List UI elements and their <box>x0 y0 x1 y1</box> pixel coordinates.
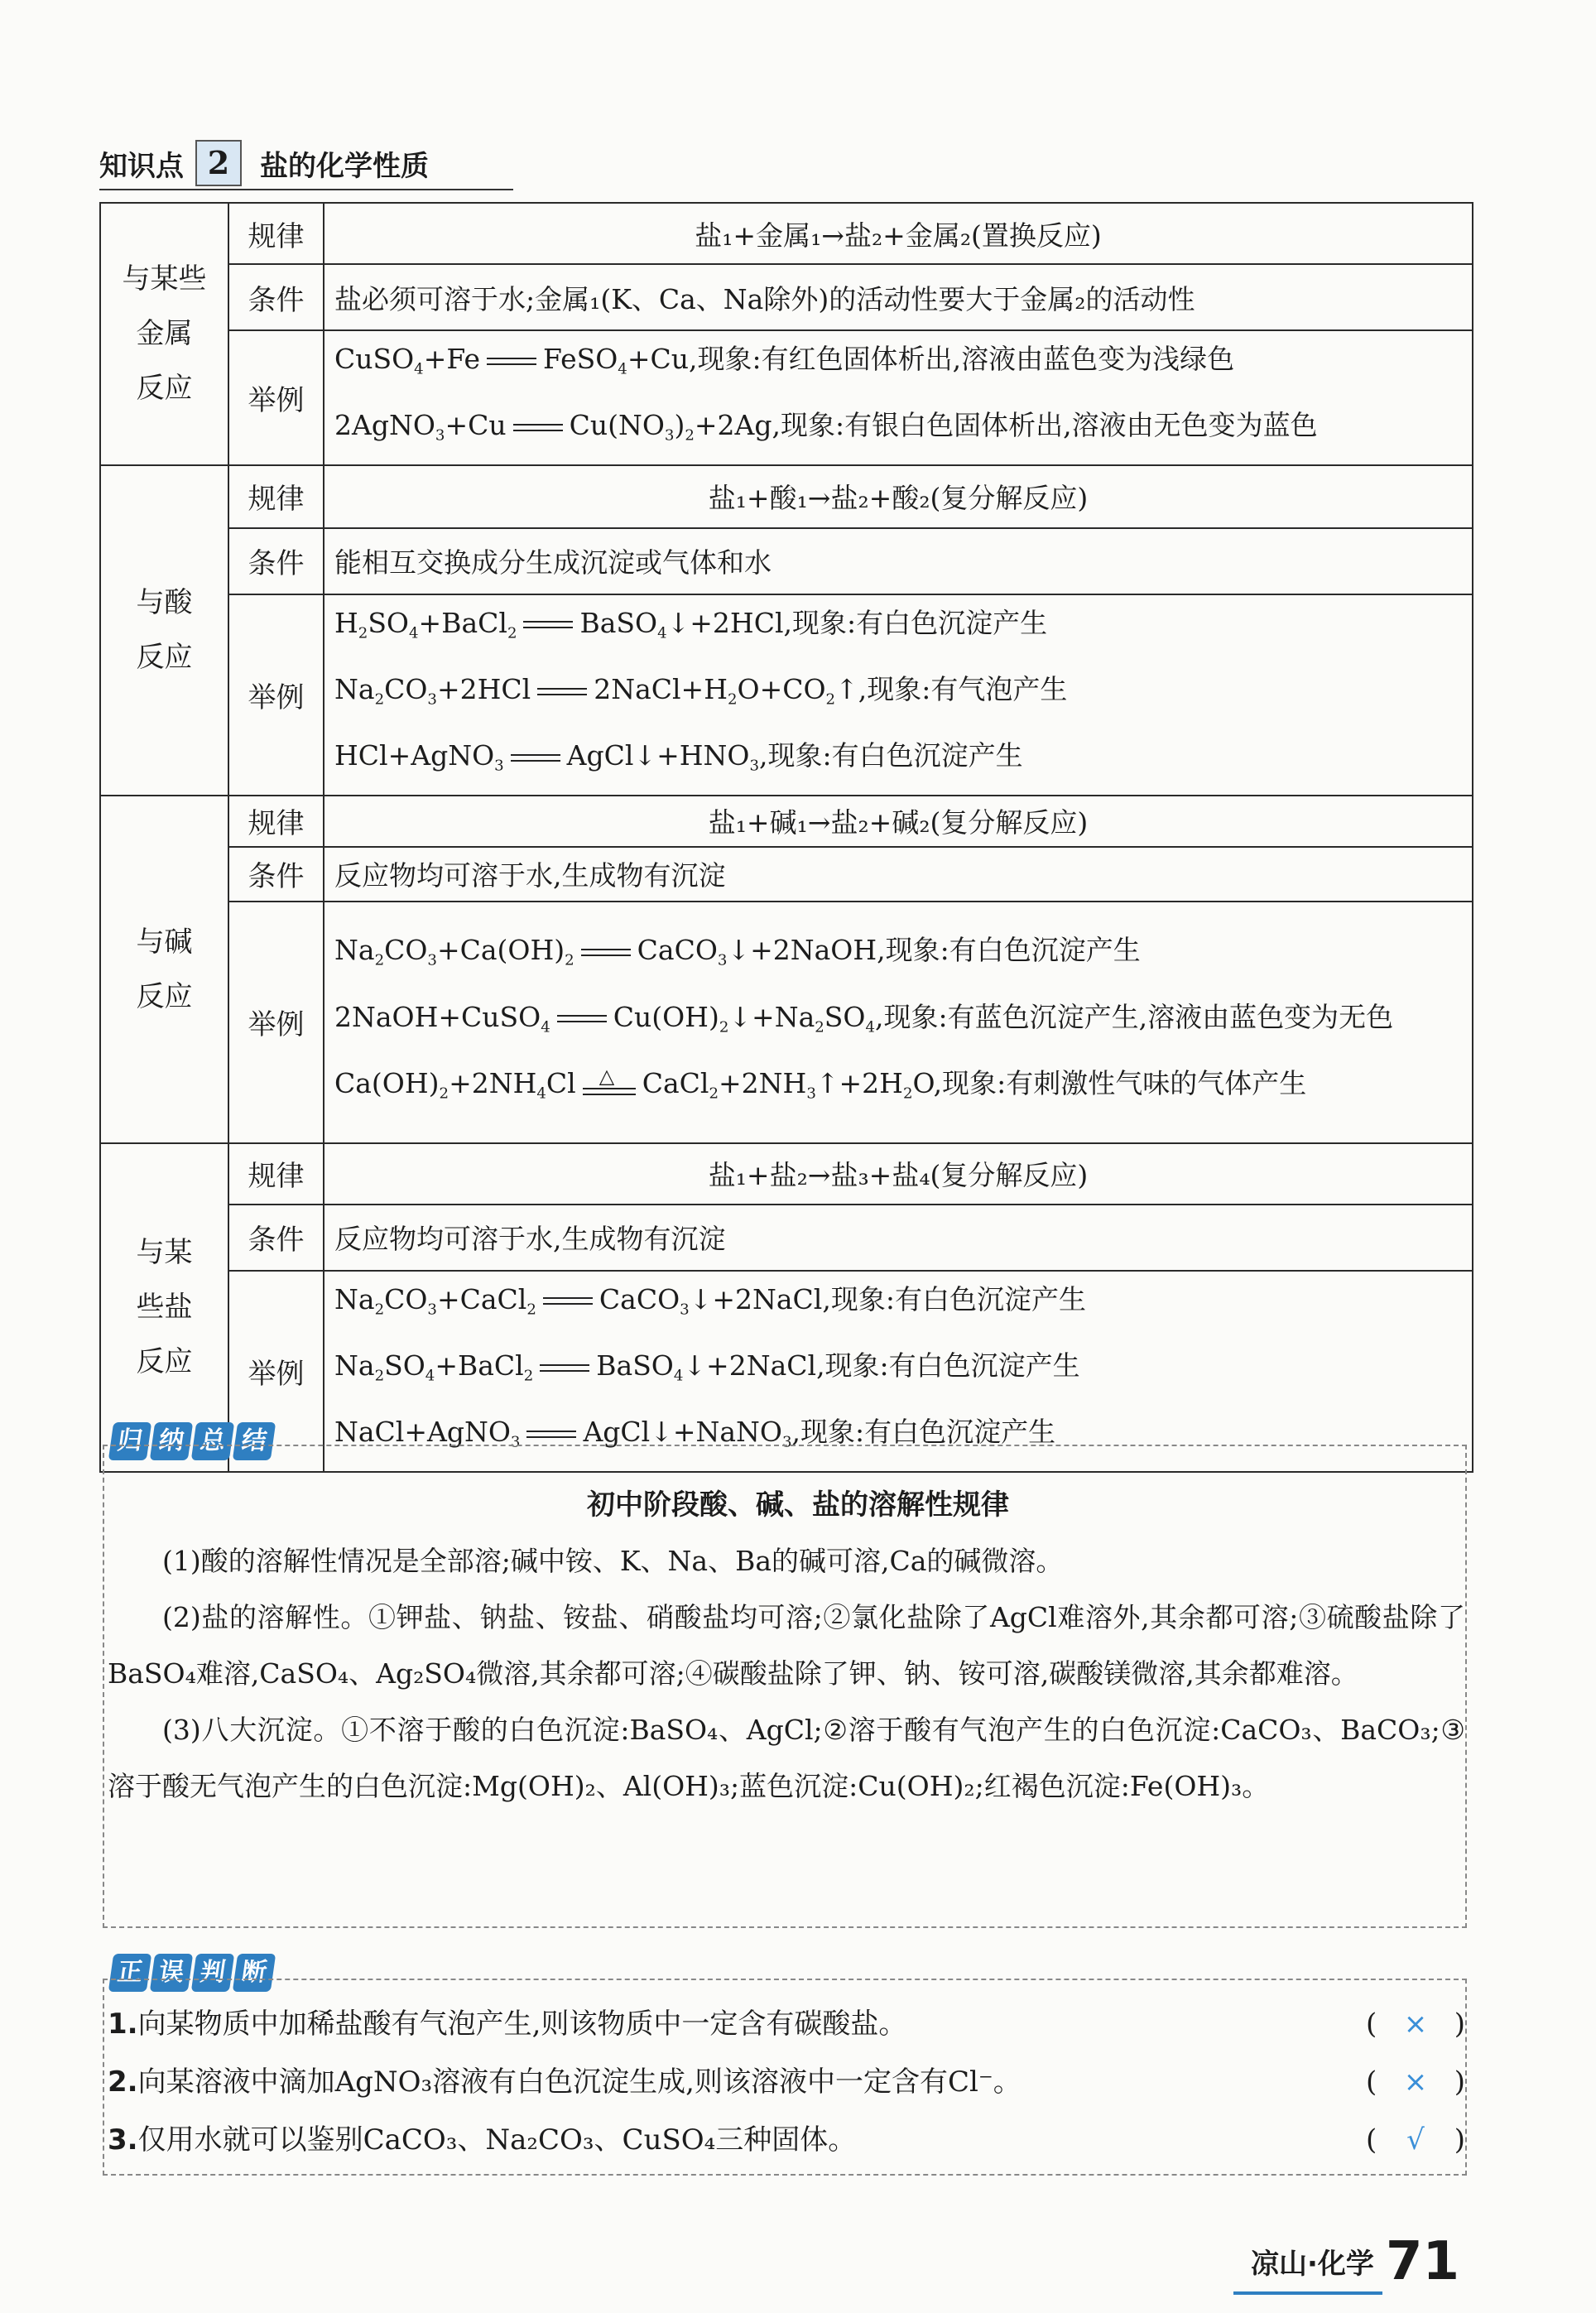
table-row <box>100 203 1473 264</box>
condition-label: 条件 <box>228 264 324 330</box>
summary-paragraph: (1)酸的溶解性情况是全部溶;碱中铵、K、Na、Ba的碱可溶,Ca的碱微溶。 <box>162 1545 1064 1577</box>
rule-label: 规律 <box>228 796 324 847</box>
example-label: 举例 <box>228 902 324 1143</box>
example-label: 举例 <box>228 330 324 465</box>
heading-prefix: 知识点 <box>99 149 184 183</box>
heading-underline <box>99 189 513 190</box>
salt-condition: 反应物均可溶于水,生成物有沉淀 <box>324 1205 1473 1271</box>
summary-paragraph: (3)八大沉淀。①不溶于酸的白色沉淀:BaSO₄、AgCl;②溶于酸有气泡产生的白色沉淀:CaCO₃、BaCO₃;③溶于酸无气泡产生的白色沉淀:Mg(OH)₂、Al(OH)₃;蓝色沉淀:Cu(OH)₂;红褐色沉淀:Fe(OH)₃。 <box>108 1714 1465 1802</box>
footer-subject: 凉山·化学 <box>1251 2248 1374 2281</box>
summary-title: 初中阶段酸、碱、盐的溶解性规律 <box>587 1488 1009 1522</box>
table-row <box>100 1205 1473 1271</box>
judge-list <box>108 1995 1465 2169</box>
example-line: $Ca(OH)_2+2NH_4Cl$ △ $CaCl_2+2NH_3↑+2H_2O$,现象:有刺激性气味的气体产生 <box>334 1064 1307 1103</box>
table-row <box>100 594 1473 796</box>
table-row <box>100 528 1473 594</box>
heading-number: 2 <box>195 140 242 186</box>
table-row <box>100 1143 1473 1205</box>
table-row <box>100 465 1473 528</box>
example-line: 2AgNO$_3$+Cu $Cu(NO_3)_2+2Ag$,现象:有银白色固体析出,溶液由无色变为蓝色 <box>334 409 1318 445</box>
rule-label: 规律 <box>228 1143 324 1205</box>
example-line: $H_2SO_4+BaCl_2$ BaSO$_4$↓+2HCl,现象:有白色沉淀产生 <box>334 606 1048 642</box>
list-item: 1.向某物质中加稀盐酸有气泡产生,则该物质中一定含有碳酸盐。 ( × ) <box>108 1995 1465 2053</box>
base-examples <box>324 902 1473 1143</box>
rule-label: 规律 <box>228 203 324 264</box>
base-rule: 盐₁+碱₁→盐₂+碱₂(复分解反应) <box>324 796 1473 847</box>
list-item: 2.向某溶液中滴加AgNO₃溶液有白色沉淀生成,则该溶液中一定含有Cl⁻。 ( × ) <box>108 2053 1465 2111</box>
condition-label: 条件 <box>228 528 324 594</box>
list-item: 3.仅用水就可以鉴别CaCO₃、Na₂CO₃、CuSO₄三种固体。 ( √ ) <box>108 2111 1465 2169</box>
example-line: $Na_2CO_3+CaCl_2$ CaCO$_3$↓+2NaCl,现象:有白色沉淀产生 <box>334 1282 1086 1319</box>
example-line: 2NaOH+CuSO$_4$ $Cu(OH)_2↓+Na_2SO_4$,现象:有蓝色沉淀产生,溶液由蓝色变为无色 <box>334 1000 1394 1036</box>
salt-examples <box>324 1271 1473 1472</box>
category-acid: 与酸 反应 <box>100 465 228 796</box>
metal-condition: 盐必须可溶于水;金属₁(K、Ca、Na除外)的活动性要大于金属₂的活动性 <box>324 264 1473 330</box>
judge-tag: 正 误 判 断 <box>111 1954 273 1992</box>
table-row <box>100 330 1473 465</box>
example-line: NaCl+AgNO$_3$ AgCl↓+NaNO$_3$,现象:有白色沉淀产生 <box>334 1416 1056 1451</box>
salt-properties-table <box>99 202 1473 1473</box>
page-number: 71 <box>1385 2231 1459 2292</box>
category-metal: 与某些 金属 反应 <box>100 203 228 465</box>
knowledge-point-heading <box>99 137 429 190</box>
summary-text <box>108 1533 1465 1815</box>
cross-mark: × <box>1403 2008 1428 2041</box>
acid-rule: 盐₁+酸₁→盐₂+酸₂(复分解反应) <box>324 465 1473 528</box>
example-line: $Na_2SO_4+BaCl_2$ BaSO$_4$↓+2NaCl,现象:有白色沉淀产生 <box>334 1349 1080 1385</box>
cross-mark: × <box>1403 2065 1428 2099</box>
table-row <box>100 847 1473 902</box>
heading-title: 盐的化学性质 <box>260 149 429 183</box>
summary-tag: 归 纳 总 结 <box>111 1422 273 1460</box>
condition-label: 条件 <box>228 847 324 902</box>
category-base: 与碱 反应 <box>100 796 228 1143</box>
rule-label: 规律 <box>228 465 324 528</box>
table-row <box>100 1271 1473 1472</box>
acid-examples <box>324 594 1473 796</box>
base-condition: 反应物均可溶于水,生成物有沉淀 <box>324 847 1473 902</box>
page-footer <box>1251 2231 1459 2292</box>
footer-accent-line <box>1233 2291 1382 2295</box>
example-label: 举例 <box>228 594 324 796</box>
category-salt: 与某 些盐 反应 <box>100 1143 228 1472</box>
check-mark: √ <box>1406 2123 1425 2157</box>
condition-label: 条件 <box>228 1205 324 1271</box>
example-line: $Na_2CO_3+2HCl$ $2NaCl+H_2O+CO_2↑$,现象:有气泡产生 <box>334 673 1068 709</box>
acid-condition: 能相互交换成分生成沉淀或气体和水 <box>324 528 1473 594</box>
example-line: $Na_2CO_3+Ca(OH)_2$ CaCO$_3$↓+2NaOH,现象:有白色沉淀产生 <box>334 934 1141 969</box>
table-row <box>100 264 1473 330</box>
table-row <box>100 902 1473 1143</box>
example-line: HCl+AgNO$_3$ $AgCl↓+HNO_3$,现象:有白色沉淀产生 <box>334 739 1023 775</box>
metal-rule: 盐₁+金属₁→盐₂+金属₂(置换反应) <box>324 203 1473 264</box>
metal-examples <box>324 330 1473 465</box>
table-row <box>100 796 1473 847</box>
example-line: CuSO$_4$+Fe FeSO$_4$+Cu,现象:有红色固体析出,溶液由蓝色变为浅绿色 <box>334 343 1235 378</box>
summary-paragraph: (2)盐的溶解性。①钾盐、钠盐、铵盐、硝酸盐均可溶;②氯化盐除了AgCl难溶外,其余都可溶;③硫酸盐除了BaSO₄难溶,CaSO₄、Ag₂SO₄微溶,其余都可溶;④碳酸盐除了钾、钠、铵可溶,碳酸镁微溶,其余都难溶。 <box>108 1601 1465 1690</box>
salt-rule: 盐₁+盐₂→盐₃+盐₄(复分解反应) <box>324 1143 1473 1205</box>
example-label: 举例 <box>228 1271 324 1472</box>
